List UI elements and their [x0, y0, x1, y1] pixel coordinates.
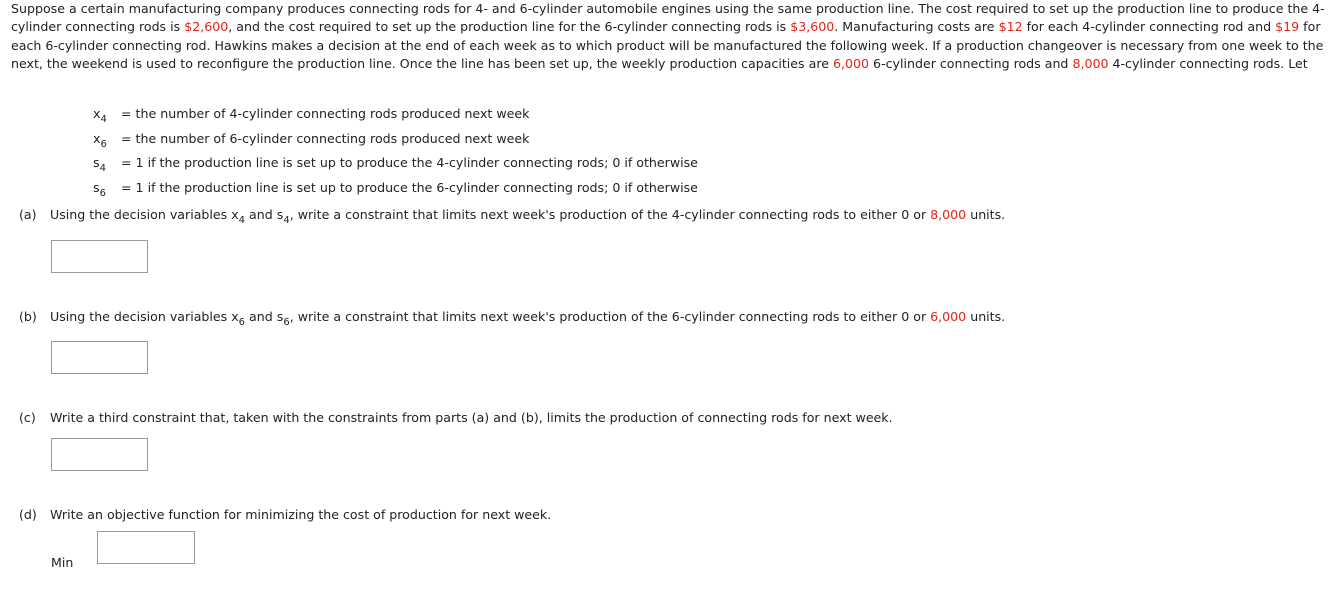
answer-input-d-objective[interactable]: [97, 531, 195, 564]
answer-input-b[interactable]: [51, 341, 148, 374]
question-a: (a) Using the decision variables $x_4$ and $s_4$, write a constraint that limits next week's production of the 4-cylinder connecting rods to either 0 or 8,000 units.: [19, 207, 1006, 226]
capacity-6: 6,000: [832, 56, 870, 72]
unit-cost-6: $19: [1275, 19, 1300, 35]
question-c: (c) Write a third constraint that, taken with the constraints from parts (a) and (b), limits the production of connecting rods for next week.: [19, 410, 893, 425]
variable-definitions: [93, 103, 698, 202]
setup-cost-6: $3,600: [790, 19, 835, 35]
problem-statement: Suppose a certain manufacturing company produces connecting rods for 4- and 6-cylinder automobile engines using the same production line. The cost required to set up the production line to produce the 4-cylinder connecting rods is $2,600, and the cost required to set up the production line for the 6-cylinder connecting rods is $3,600. Manufacturing costs are $12 for each 4-cylinder connecting rod and $19 for each 6-cylinder connecting rod. Hawkins makes a decision at the end of each week as to which product will be manufactured the following week. If a production changeover is necessary from one week to the next, the weekend is used to reconfigure the production line. Once the line has been set up, the weekly production capacities are 6,000 6-cylinder connecting rods and 8,000 4-cylinder connecting rods. Let: [11, 1, 1325, 72]
definition-s4: $s_4 = 1$ if the production line is set up to produce the 4-cylinder connecting rods; 0 if otherwise: [93, 155, 698, 175]
min-label: Min: [51, 555, 74, 570]
question-b: (b) Using the decision variables $x_6$ and $s_6$, write a constraint that limits next week's production of the 6-cylinder connecting rods to either 0 or 6,000 units.: [19, 309, 1006, 328]
definition-x6: $x_6$ = the number of 6-cylinder connecting rods produced next week: [93, 130, 530, 150]
definition-x4: $x_4$ = the number of 4-cylinder connecting rods produced next week: [93, 106, 530, 125]
question-d: (d) Write an objective function for minimizing the cost of production for next week.: [19, 507, 552, 522]
answer-input-a[interactable]: [51, 240, 148, 273]
unit-cost-4: $12: [998, 19, 1023, 35]
setup-cost-4: $2,600: [184, 19, 229, 35]
answer-input-c[interactable]: [51, 438, 148, 471]
capacity-4: 8,000: [1072, 56, 1109, 72]
definition-s6: $s_6 = 1$ if the production line is set up to produce the 6-cylinder connecting rods; 0 if otherwise: [93, 180, 698, 200]
